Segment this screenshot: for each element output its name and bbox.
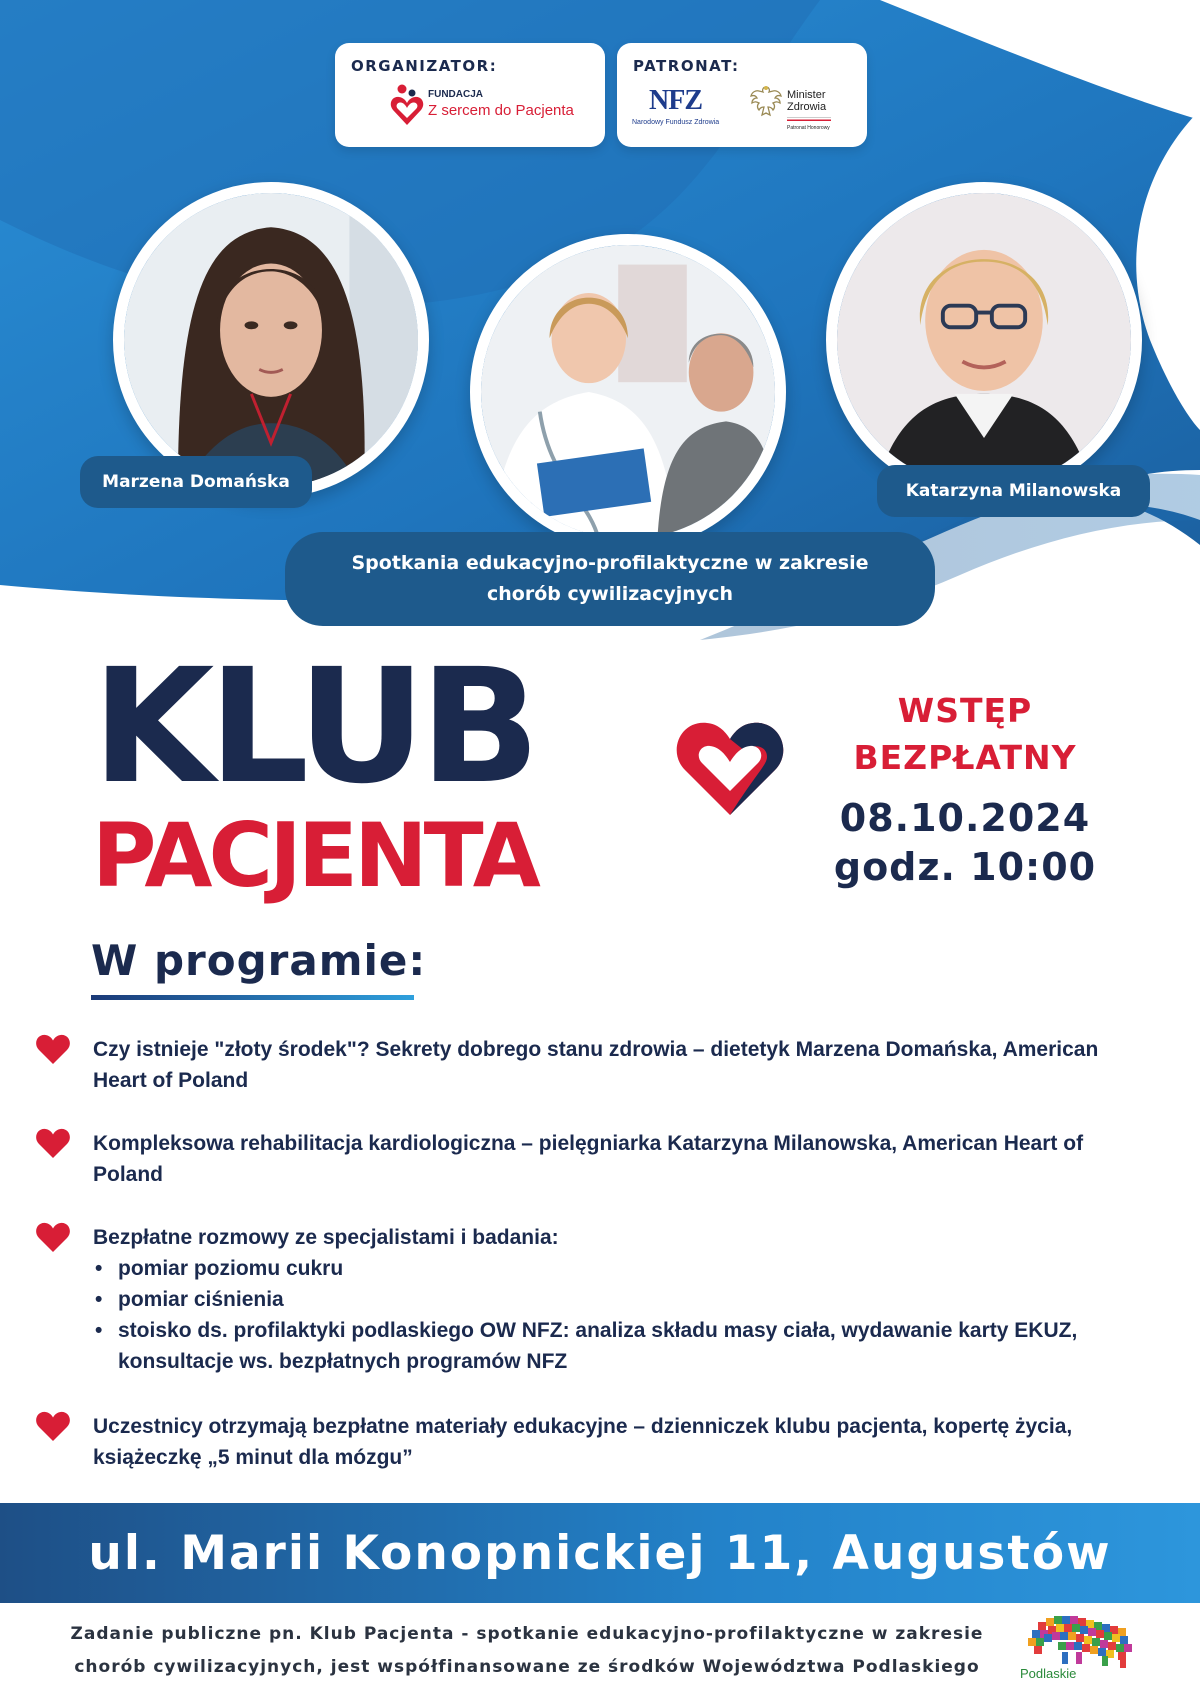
organizer-logo-name: Z sercem do Pacjenta bbox=[428, 102, 574, 119]
heart-bullet-icon bbox=[36, 1128, 70, 1159]
patron-card bbox=[617, 43, 867, 147]
program-item-1-text: Czy istnieje "złoty środek"? Sekrety dobrego stanu zdrowia – dietetyk Marzena Domańska, American Heart of Poland bbox=[93, 1038, 1099, 1092]
topic-line2: chorób cywilizacyjnych bbox=[487, 583, 733, 605]
heart-bullet-icon bbox=[36, 1034, 70, 1065]
event-date: 08.10.2024 bbox=[839, 796, 1091, 840]
topic-line1: Spotkania edukacyjno-profilaktyczne w zakresie bbox=[351, 552, 869, 574]
podlaskie-logo bbox=[1018, 1614, 1148, 1692]
speaker-photo-left bbox=[113, 182, 429, 498]
speaker-name-left: Marzena Domańska bbox=[80, 456, 312, 508]
organizer-card bbox=[335, 43, 605, 147]
topic-banner bbox=[285, 532, 935, 626]
eagle-emblem-icon bbox=[749, 83, 783, 123]
event-time: godz. 10:00 bbox=[833, 845, 1097, 889]
funding-line2: chorób cywilizacyjnych, jest współfinansowane ze środków Województwa Podlaskiego bbox=[74, 1657, 980, 1677]
program-heading-underline bbox=[91, 995, 414, 1000]
title-pacjenta: PACJENTA bbox=[92, 804, 537, 907]
event-address: ul. Marii Konopnickiej 11, Augustów bbox=[88, 1525, 1112, 1581]
minister-logo-line1: Minister bbox=[787, 89, 826, 101]
heart-bullet-icon bbox=[36, 1222, 70, 1253]
nfz-logo bbox=[632, 85, 732, 135]
woman-with-glasses-portrait-illustration bbox=[837, 193, 1131, 487]
doctor-patient-photo bbox=[470, 234, 786, 550]
podlaskie-logo-text: Podlaskie bbox=[1020, 1666, 1077, 1681]
heart-icon bbox=[675, 715, 785, 817]
minister-logo bbox=[749, 83, 859, 139]
foundation-heart-icon bbox=[390, 83, 424, 127]
program-item-3-bullet: • pomiar ciśnienia bbox=[93, 1284, 1153, 1315]
polish-flag-stripe bbox=[787, 117, 831, 121]
minister-logo-honor-text: Patronat Honorowy bbox=[787, 125, 830, 131]
entry-free-line1: WSTĘP bbox=[897, 691, 1033, 730]
nfz-logo-caption: Narodowy Fundusz Zdrowia bbox=[632, 119, 720, 126]
title-klub: KLUB bbox=[92, 635, 535, 819]
heart-bullet-icon bbox=[36, 1411, 70, 1442]
program-item-3-bullet: • stoisko ds. profilaktyki podlaskiego OW NFZ: analiza składu masy ciała, wydawanie karty EKUZ, konsultacje ws. bezpłatnych programów NFZ bbox=[93, 1315, 1153, 1377]
woman-portrait-illustration bbox=[124, 193, 418, 487]
address-banner bbox=[0, 1503, 1200, 1603]
nfz-logo-mark: NFZ bbox=[649, 85, 702, 116]
speaker-name-right: Katarzyna Milanowska bbox=[877, 465, 1150, 517]
organizer-label: ORGANIZATOR: bbox=[351, 57, 498, 75]
program-item-4-text: Uczestnicy otrzymają bezpłatne materiały edukacyjne – dzienniczek klubu pacjenta, kopertę życia, książeczkę „5 minut dla mózgu” bbox=[93, 1415, 1073, 1469]
doctor-patient-illustration bbox=[481, 245, 775, 539]
funding-note bbox=[32, 1618, 1022, 1684]
program-heading: W programie: bbox=[91, 936, 427, 985]
minister-logo-line2: Zdrowia bbox=[787, 101, 827, 113]
entry-free-line2: BEZPŁATNY bbox=[853, 738, 1077, 777]
program-item-3-title: Bezpłatne rozmowy ze specjalistami i badania: bbox=[93, 1226, 559, 1249]
bison-mosaic-icon bbox=[1018, 1614, 1148, 1670]
patron-label: PATRONAT: bbox=[633, 57, 740, 75]
organizer-logo-small-text: FUNDACJA bbox=[428, 89, 483, 100]
program-item-3-bullet: • pomiar poziomu cukru bbox=[93, 1253, 1153, 1284]
funding-line1: Zadanie publiczne pn. Klub Pacjenta - spotkanie edukacyjno-profilaktyczne w zakresie bbox=[70, 1624, 984, 1644]
speaker-photo-right bbox=[826, 182, 1142, 498]
program-item-2-text: Kompleksowa rehabilitacja kardiologiczna – pielęgniarka Katarzyna Milanowska, American Heart of Poland bbox=[93, 1132, 1084, 1186]
program-item-3-block bbox=[93, 1222, 1153, 1377]
organizer-logo bbox=[390, 81, 590, 133]
